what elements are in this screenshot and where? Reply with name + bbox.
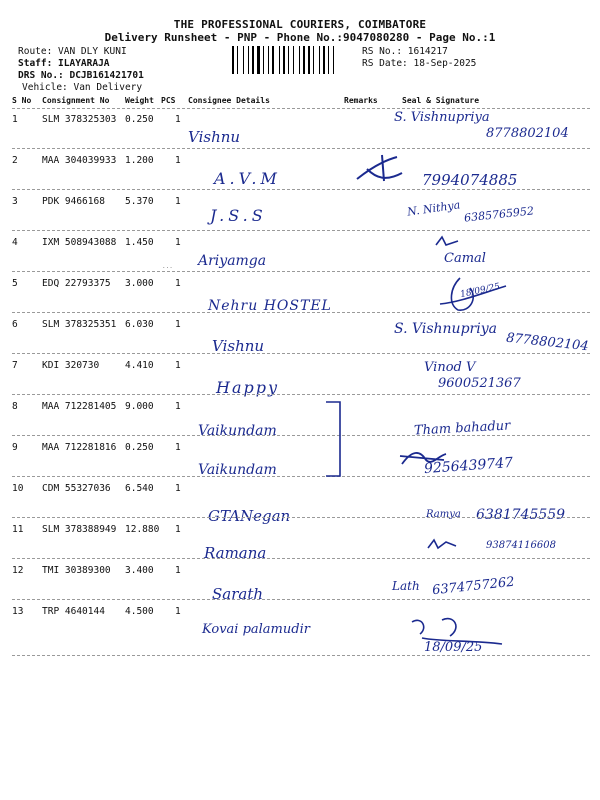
row-pcs: 1 <box>175 524 181 535</box>
runsheet-subtitle: Delivery Runsheet - PNP - Phone No.:9047080280 - Page No.:1 <box>104 31 496 44</box>
col-seal-signature: Seal & Signature <box>402 96 480 105</box>
table-row <box>12 354 590 395</box>
row-consignment: TRP 4640144 <box>42 606 105 617</box>
barcode-bar <box>250 46 251 74</box>
row-sno: 5 <box>12 278 18 289</box>
barcode-bar <box>308 46 310 74</box>
row-weight: 9.000 <box>125 401 154 412</box>
row-phone: 8778802104 <box>486 126 569 141</box>
row-weight: 6.030 <box>125 319 154 330</box>
row-sno: 11 <box>12 524 24 535</box>
table-row <box>12 190 590 231</box>
row-weight: 5.370 <box>125 196 154 207</box>
row-consignee: Sarath <box>212 585 264 603</box>
row-pcs: 1 <box>175 360 181 371</box>
bracket-mark <box>320 400 350 480</box>
col-weight: Weight <box>125 96 154 105</box>
table-row <box>12 395 590 439</box>
row-consignment: KDI 320730 <box>42 360 100 371</box>
barcode-bar <box>290 46 292 74</box>
row-signature: 18/09/25 <box>459 281 502 301</box>
col-consignment: Consignment No <box>42 96 110 105</box>
row-consignee: Vaikundam <box>198 423 277 439</box>
row-sno: 2 <box>12 155 18 166</box>
row-divider <box>12 655 590 656</box>
row-consignment: PDK 9466168 <box>42 196 105 207</box>
row-weight: 1.450 <box>125 237 154 248</box>
row-sno: 7 <box>12 360 18 371</box>
row-signature: Camal <box>444 251 486 266</box>
barcode-bar <box>275 46 278 74</box>
row-consignee: Ramana <box>204 544 267 562</box>
barcode-bar <box>315 46 318 74</box>
signature-scribble <box>352 151 412 185</box>
row-sno: 13 <box>12 606 24 617</box>
barcode-bar <box>261 46 262 74</box>
row-sno: 6 <box>12 319 18 330</box>
staff-label: Staff: ILAYARAJA <box>18 58 110 69</box>
barcode-bar <box>313 46 314 74</box>
row-pcs: 1 <box>175 442 181 453</box>
barcode-bar <box>288 46 289 74</box>
barcode-bar <box>265 46 267 74</box>
barcode-bar <box>281 46 282 74</box>
barcode-bar <box>330 46 332 74</box>
row-phone: 8778802104 <box>505 330 590 355</box>
barcode-bar <box>335 46 338 74</box>
company-title: THE PROFESSIONAL COURIERS, COIMBATORE <box>173 18 427 31</box>
barcode-bar <box>279 46 280 74</box>
row-weight: 3.400 <box>125 565 154 576</box>
barcode-bar <box>319 46 320 74</box>
row-sno: 4 <box>12 237 18 248</box>
barcode-bar <box>248 46 249 74</box>
table-row <box>12 518 590 562</box>
row-consignment: CDM 55327036 <box>42 483 111 494</box>
col-pcs: PCS <box>161 96 176 105</box>
rs-number: RS No.: 1614217 <box>362 46 448 57</box>
col-remarks: Remarks <box>344 96 378 105</box>
row-pcs: 1 <box>175 483 181 494</box>
row-weight: 6.540 <box>125 483 154 494</box>
faint-mark: ... <box>162 263 173 270</box>
barcode-bar <box>293 46 294 74</box>
row-pcs: 1 <box>175 114 181 125</box>
row-signature: S. Vishnupriya <box>394 321 497 337</box>
row-phone: 6381745559 <box>476 507 566 523</box>
row-consignment: MAA 304039933 <box>42 155 117 166</box>
vehicle-label: Vehicle: Van Delivery <box>22 82 143 93</box>
row-weight: 3.000 <box>125 278 154 289</box>
col-sno: S No <box>12 96 32 105</box>
barcode-bar <box>245 46 247 74</box>
row-sno: 1 <box>12 114 18 125</box>
row-consignee: Nehru HOSTEL <box>208 298 332 314</box>
barcode-bar <box>255 46 256 74</box>
barcode-bar <box>237 46 238 74</box>
barcode-bar <box>295 46 298 74</box>
row-weight: 12.880 <box>125 524 160 535</box>
barcode-bar <box>232 46 234 74</box>
row-sno: 8 <box>12 401 18 412</box>
barcode-bar <box>326 46 327 74</box>
row-phone: 9256439747 <box>423 454 514 478</box>
route-label: Route: VAN DLY KUNI <box>18 46 127 57</box>
row-weight: 1.200 <box>125 155 154 166</box>
drs-number: DRS No.: DCJB161421701 <box>18 70 144 81</box>
table-row <box>12 231 590 272</box>
row-consignment: TMI 30389300 <box>42 565 111 576</box>
row-pcs: 1 <box>175 319 181 330</box>
table-row <box>12 313 590 354</box>
row-signature: 18/09/25 <box>424 640 483 655</box>
rs-date: RS Date: 18-Sep-2025 <box>362 58 477 69</box>
row-consignment: EDQ 22793375 <box>42 278 111 289</box>
row-signature: Vinod V <box>424 360 476 375</box>
table-row <box>12 600 590 655</box>
row-sno: 9 <box>12 442 18 453</box>
row-phone: 6374757262 <box>431 574 516 599</box>
table-row <box>12 436 590 477</box>
row-sno: 3 <box>12 196 18 207</box>
row-consignee: J.S.S <box>210 206 267 225</box>
barcode-bar <box>321 46 322 74</box>
row-phone: 6385765952 <box>463 204 535 225</box>
row-weight: 4.500 <box>125 606 154 617</box>
row-pcs: 1 <box>175 237 181 248</box>
row-signature: N. Nithya <box>406 198 461 219</box>
row-phone: 93874116608 <box>486 540 556 551</box>
row-pcs: 1 <box>175 196 181 207</box>
row-signature: Ramya <box>426 509 461 520</box>
barcode-bar <box>323 46 325 74</box>
row-weight: 0.250 <box>125 442 154 453</box>
row-consignee: Happy <box>216 378 280 397</box>
barcode-bar <box>286 46 287 74</box>
barcode-bar <box>328 46 329 74</box>
barcode-bar <box>283 46 285 74</box>
row-consignee: Ariyamga <box>198 253 267 269</box>
row-sno: 12 <box>12 565 24 576</box>
row-consignment: MAA 712281816 <box>42 442 117 453</box>
barcode-bar <box>311 46 312 74</box>
col-consignee: Consignee Details <box>188 96 270 105</box>
row-consignment: SLM 378325303 <box>42 114 117 125</box>
row-weight: 4.410 <box>125 360 154 371</box>
row-signature: Lath <box>392 579 420 593</box>
table-row <box>12 149 590 190</box>
row-weight: 0.250 <box>125 114 154 125</box>
barcode-bar <box>243 46 244 74</box>
row-pcs: 1 <box>175 401 181 412</box>
barcode-bar <box>252 46 254 74</box>
table-header <box>12 96 590 108</box>
row-consignment: MAA 712281405 <box>42 401 117 412</box>
signature-scribble <box>426 538 460 552</box>
row-signature: Tham bahadur <box>413 418 511 439</box>
row-pcs: 1 <box>175 278 181 289</box>
row-pcs: 1 <box>175 606 181 617</box>
row-signature: S. Vishnupriya <box>394 110 490 125</box>
barcode-bar <box>306 46 307 74</box>
barcode-bar <box>263 46 264 74</box>
barcode-bar <box>272 46 274 74</box>
barcode-bar <box>235 46 236 74</box>
table-row <box>12 272 590 313</box>
row-consignee: Kovai palamudir <box>202 622 310 637</box>
row-consignee: GTANegan <box>208 507 291 525</box>
row-consignee: Vishnu <box>188 128 241 146</box>
signature-scribble <box>432 235 462 249</box>
table-row <box>12 108 590 149</box>
row-consignee: Vishnu <box>212 337 265 355</box>
barcode-bar <box>333 46 334 74</box>
row-pcs: 1 <box>175 155 181 166</box>
row-pcs: 1 <box>175 565 181 576</box>
barcode-bar <box>270 46 271 74</box>
row-phone: 9600521367 <box>438 376 521 391</box>
row-phone: 7994074885 <box>422 171 518 189</box>
barcode-bar <box>257 46 260 74</box>
row-consignee: Vaikundam <box>198 462 277 478</box>
row-consignment: IXM 508943088 <box>42 237 117 248</box>
barcode-image <box>232 46 356 74</box>
row-consignee: A.V.M <box>214 169 281 188</box>
row-consignment: SLM 378388949 <box>42 524 117 535</box>
row-sno: 10 <box>12 483 24 494</box>
table-row <box>12 477 590 525</box>
barcode-bar <box>268 46 269 74</box>
table-row <box>12 559 590 603</box>
barcode-bar <box>301 46 302 74</box>
barcode-bar <box>303 46 305 74</box>
barcode-bar <box>299 46 300 74</box>
row-consignment: SLM 378325351 <box>42 319 117 330</box>
barcode-bar <box>239 46 242 74</box>
